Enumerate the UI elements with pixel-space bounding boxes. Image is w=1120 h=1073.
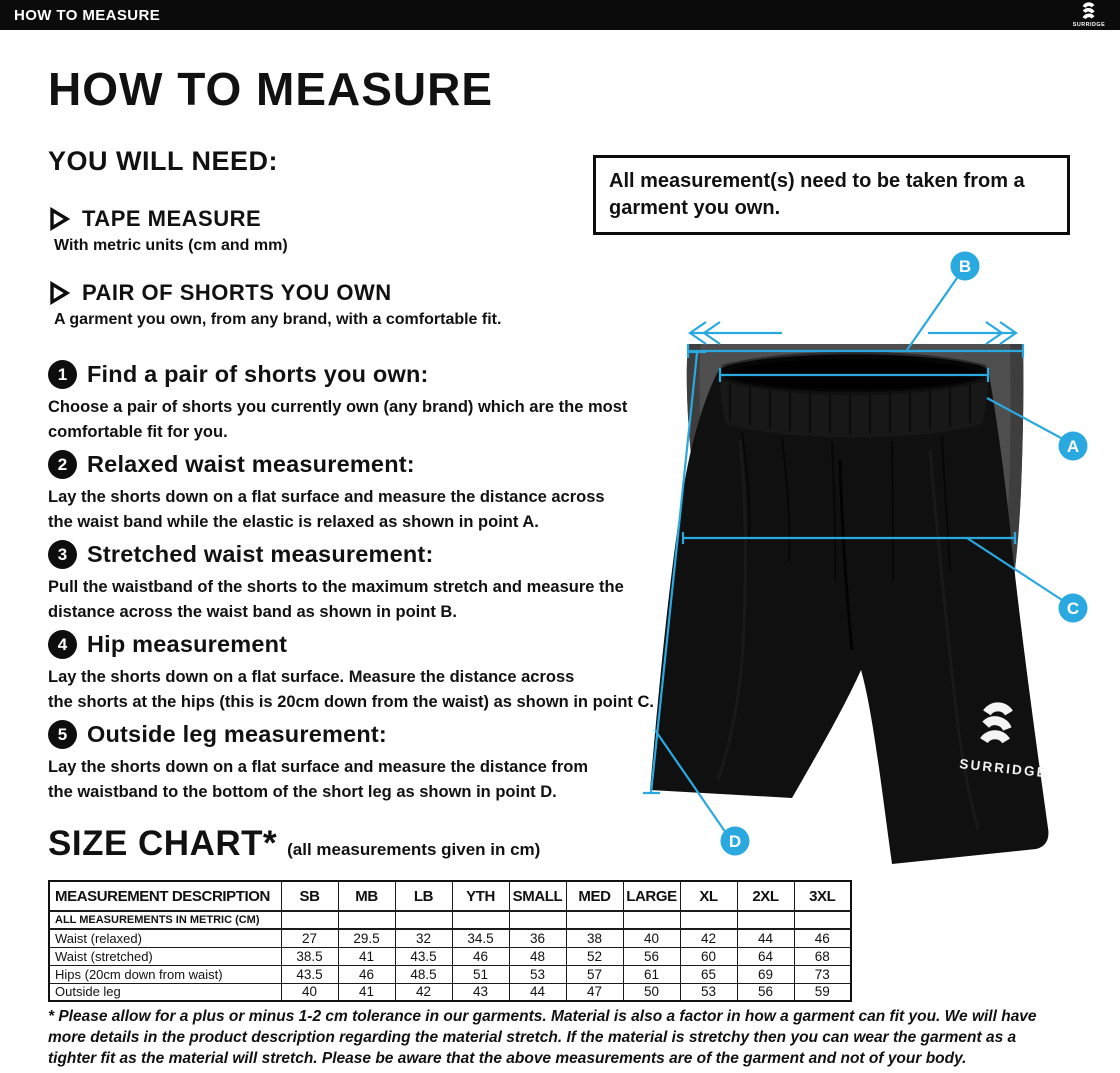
cell: 42 (395, 983, 452, 1001)
step-body-line: Pull the waistband of the shorts to the maximum stretch and measure the (48, 578, 624, 596)
step-body-line: the waistband to the bottom of the short leg as shown in point D. (48, 783, 557, 801)
metric-note-row (49, 911, 851, 929)
table-row (49, 947, 851, 965)
cell: 27 (281, 929, 338, 947)
step-title: Stretched waist measurement: (87, 541, 434, 567)
marker-a (1059, 432, 1088, 461)
page-title: HOW TO MEASURE (48, 63, 494, 115)
cell: 56 (623, 947, 680, 965)
cell: 61 (623, 965, 680, 983)
col-header: SB (281, 881, 338, 911)
step-1 (48, 360, 627, 445)
cell: 42 (680, 929, 737, 947)
header-title: HOW TO MEASURE (14, 6, 161, 24)
footnote-line: tighter fit as the material will stretch. Please be aware that the above measurements are of the garment and not of your body. (48, 1050, 967, 1067)
svg-text:B: B (958, 257, 972, 276)
size-chart-heading (48, 824, 540, 864)
note-line: All measurement(s) need to be taken from a (609, 170, 1025, 192)
col-header: MED (566, 881, 623, 911)
cell: 41 (338, 947, 395, 965)
col-header: MEASUREMENT DESCRIPTION (49, 881, 281, 911)
marker-c (1059, 594, 1088, 623)
col-header: 3XL (794, 881, 851, 911)
you-will-need-heading: YOU WILL NEED: (48, 146, 279, 176)
metric-row-label: ALL MEASUREMENTS IN METRIC (CM) (49, 911, 281, 929)
cell: 57 (566, 965, 623, 983)
size-chart-subtitle: (all measurements given in cm) (287, 840, 541, 859)
row-label: Waist (relaxed) (49, 929, 281, 947)
step-title: Outside leg measurement: (87, 721, 387, 747)
cell: 38.5 (281, 947, 338, 965)
cell: 60 (680, 947, 737, 965)
cell: 50 (623, 983, 680, 1001)
cell: 68 (794, 947, 851, 965)
cell: 38 (566, 929, 623, 947)
cell: 51 (452, 965, 509, 983)
step-number: 2 (57, 454, 68, 474)
cell: 36 (509, 929, 566, 947)
col-header: YTH (452, 881, 509, 911)
need-item-shorts (48, 280, 501, 329)
marker-d (721, 827, 750, 856)
table-row (49, 929, 851, 947)
cell: 53 (509, 965, 566, 983)
footnote-line: * Please allow for a plus or minus 1-2 cm tolerance in our garments. Material is also a factor in how a garment can fit you. We will have (48, 1008, 1037, 1025)
step-title: Find a pair of shorts you own: (87, 361, 429, 387)
step-badge (48, 450, 77, 479)
cell: 40 (281, 983, 338, 1001)
step-body-line: comfortable fit for you. (48, 423, 228, 441)
col-header: MB (338, 881, 395, 911)
step-number: 1 (57, 364, 68, 384)
header-bar (0, 0, 1120, 30)
cell: 46 (452, 947, 509, 965)
cell: 41 (338, 983, 395, 1001)
cell: 47 (566, 983, 623, 1001)
need-item-tape-measure (48, 206, 288, 255)
step-body-line: the waist band while the elastic is relaxed as shown in point A. (48, 513, 539, 531)
step-title: Relaxed waist measurement: (87, 451, 415, 477)
cell: 44 (509, 983, 566, 1001)
cell: 53 (680, 983, 737, 1001)
surridge-logo-icon (1066, 1, 1112, 29)
cell: 32 (395, 929, 452, 947)
step-body-line: the shorts at the hips (this is 20cm down from the waist) as shown in point C. (48, 693, 654, 711)
table-row (49, 983, 851, 1001)
table-row (49, 965, 851, 983)
cell: 65 (680, 965, 737, 983)
note-box (593, 155, 1070, 235)
cell: 40 (623, 929, 680, 947)
footnote (48, 1006, 1037, 1069)
cell: 64 (737, 947, 794, 965)
cell: 48.5 (395, 965, 452, 983)
cell: 29.5 (338, 929, 395, 947)
step-2 (48, 450, 605, 535)
row-label: Waist (stretched) (49, 947, 281, 965)
step-badge (48, 540, 77, 569)
cell: 52 (566, 947, 623, 965)
step-badge (48, 630, 77, 659)
cell: 73 (794, 965, 851, 983)
size-table-header-row (49, 881, 851, 911)
step-badge (48, 720, 77, 749)
col-header: SMALL (509, 881, 566, 911)
cell: 56 (737, 983, 794, 1001)
cell: 48 (509, 947, 566, 965)
col-header: 2XL (737, 881, 794, 911)
step-body-line: Lay the shorts down on a flat surface and measure the distance across (48, 488, 605, 506)
row-label: Hips (20cm down from waist) (49, 965, 281, 983)
cell: 43 (452, 983, 509, 1001)
need-item-title: TAPE MEASURE (82, 206, 262, 231)
shorts-diagram (630, 240, 1120, 890)
surridge-logo-text: SURRIDGE (1072, 22, 1106, 28)
cell: 46 (794, 929, 851, 947)
need-item-desc: With metric units (cm and mm) (54, 237, 288, 254)
size-chart-title: SIZE CHART* (48, 824, 278, 863)
marker-b (951, 252, 980, 281)
step-number: 3 (57, 544, 68, 564)
cell: 43.5 (281, 965, 338, 983)
footnote-line: more details in the product description regarding the material stretch. If the material is stretchy then you can wear the garment as a (48, 1029, 1017, 1046)
row-label: Outside leg (49, 983, 281, 1001)
shorts-logo-text: SURRIDGE (958, 756, 1049, 781)
step-3 (48, 540, 624, 625)
need-item-desc: A garment you own, from any brand, with a comfortable fit. (54, 311, 502, 328)
triangle-bullet-icon (48, 281, 70, 305)
cell: 34.5 (452, 929, 509, 947)
cell: 59 (794, 983, 851, 1001)
step-number: 5 (57, 724, 68, 744)
step-body-line: Choose a pair of shorts you currently own (any brand) which are the most (48, 398, 628, 416)
need-item-title: PAIR OF SHORTS YOU OWN (82, 280, 392, 305)
svg-text:C: C (1066, 599, 1080, 618)
cell: 69 (737, 965, 794, 983)
svg-text:A: A (1066, 437, 1080, 456)
step-body-line: Lay the shorts down on a flat surface. Measure the distance across (48, 668, 575, 686)
note-line: garment you own. (609, 197, 781, 219)
step-body-line: distance across the waist band as shown in point B. (48, 603, 457, 621)
col-header: LB (395, 881, 452, 911)
col-header: LARGE (623, 881, 680, 911)
svg-text:D: D (728, 832, 742, 851)
cell: 43.5 (395, 947, 452, 965)
col-header: XL (680, 881, 737, 911)
size-table (48, 880, 852, 1002)
step-title: Hip measurement (87, 631, 288, 657)
step-5 (48, 720, 588, 805)
triangle-bullet-icon (48, 207, 70, 231)
cell: 44 (737, 929, 794, 947)
step-4 (48, 630, 654, 715)
step-body-line: Lay the shorts down on a flat surface and measure the distance from (48, 758, 589, 776)
cell: 46 (338, 965, 395, 983)
step-number: 4 (57, 634, 68, 654)
step-badge (48, 360, 77, 389)
